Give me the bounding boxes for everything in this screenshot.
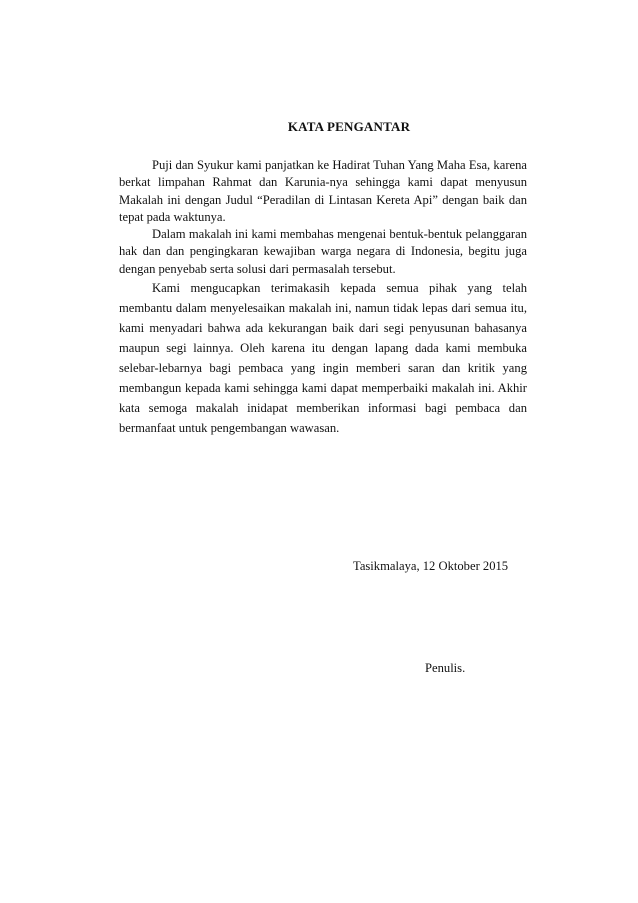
preface-body — [119, 157, 527, 438]
place-date: Tasikmalaya, 12 Oktober 2015 — [353, 559, 509, 573]
paragraph-thanks: Kami mengucapkan terimakasih kepada semua pihak yang telah membantu dalam menyelesaikan makalah ini, namun tidak lepas dari semua itu, kami menyadari bahwa ada kekurangan baik dari segi penyusunan bahasanya maupun segi lainnya. Oleh karena itu dengan lapang dada kami membuka selebar-lebarnya bagi pembaca yang ingin memberi saran dan kritik yang membangun kepada kami sehingga kami dapat memperbaiki makalah ini. Akhir kata semoga makalah inidapat memberikan informasi bagi pembaca dan bermanfaat untuk pengembangan wawasan. — [119, 281, 527, 436]
author-signature: Penulis. — [425, 661, 466, 675]
page-title: KATA PENGANTAR — [287, 119, 411, 134]
paragraph-gratitude: Puji dan Syukur kami panjatkan ke Hadirat Tuhan Yang Maha Esa, karena berkat limpahan Rahmat dan Karunia-nya sehingga kami dapat menyusun Makalah ini dengan Judul “Peradilan di Lintasan Kereta Api” dengan baik dan tepat pada waktunya. — [119, 158, 527, 224]
paragraph-content-summary: Dalam makalah ini kami membahas mengenai bentuk-bentuk pelanggaran hak dan dan pengingkaran kewajiban warga negara di Indonesia, begitu juga dengan penyebab serta solusi dari permasalah tersebut. — [119, 227, 527, 276]
